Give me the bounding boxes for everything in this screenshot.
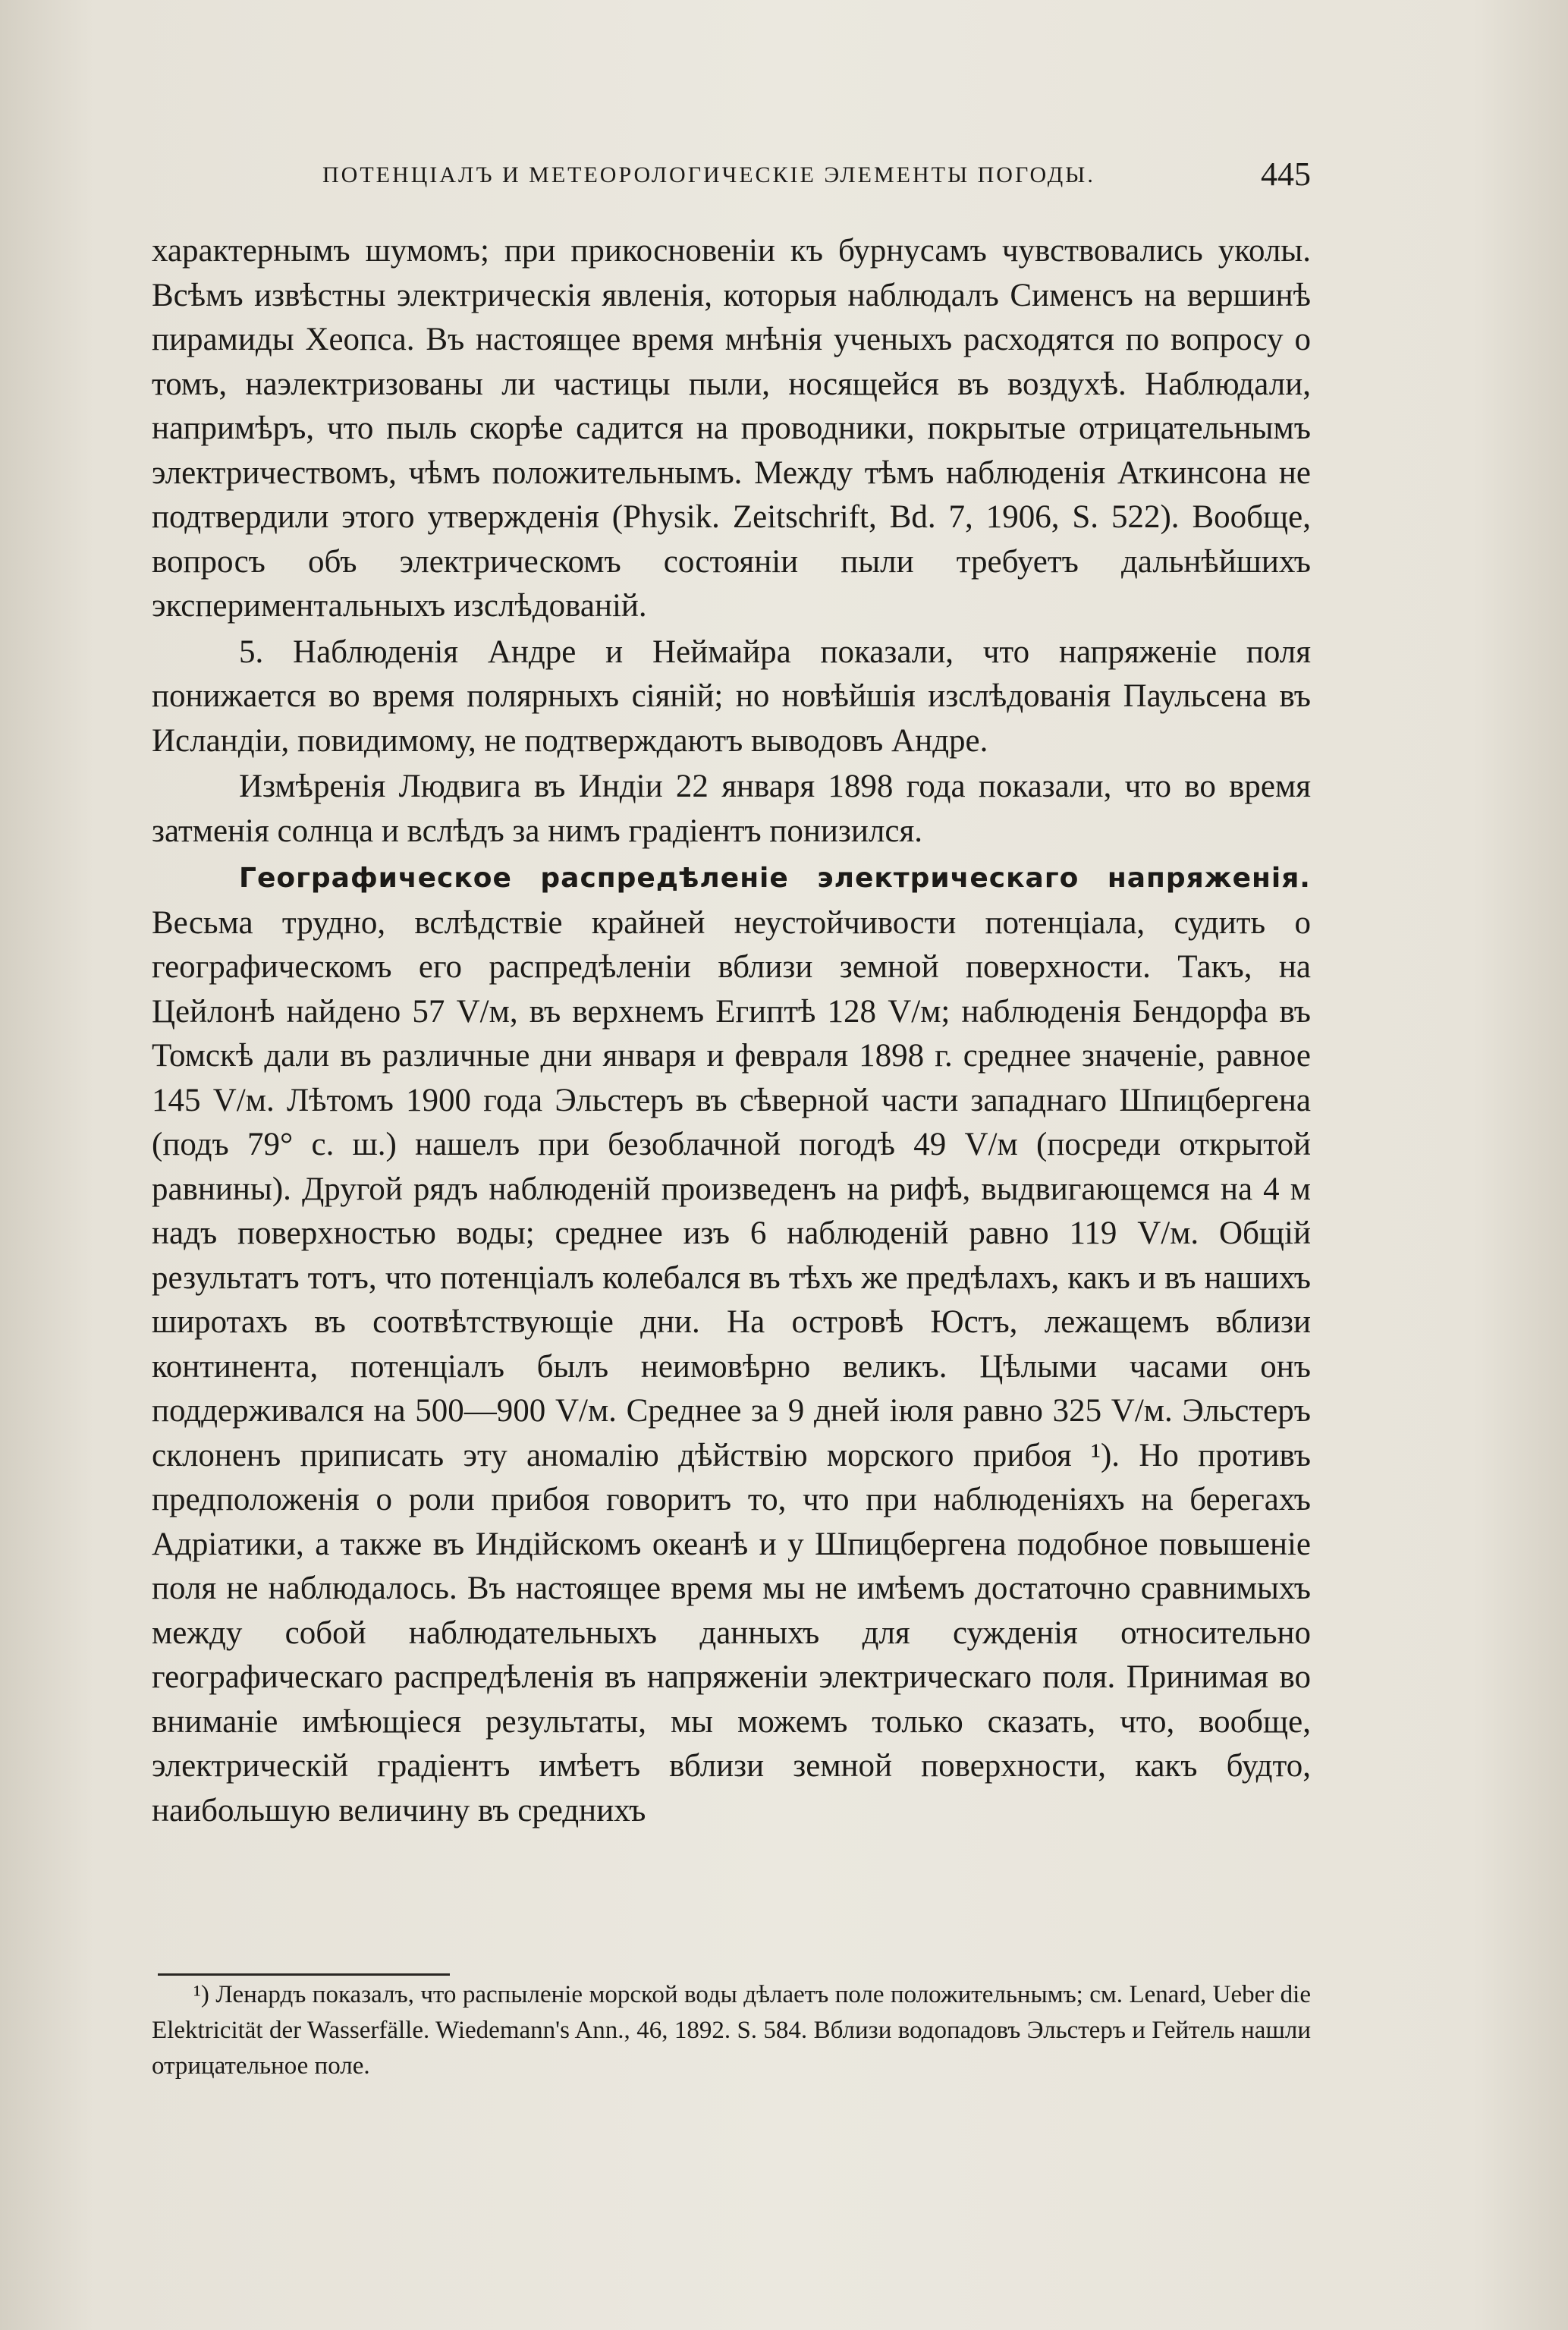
footnote xyxy=(152,1977,1311,2084)
paragraph-aurora: 5. Наблюденія Андре и Неймайра показали, что напряженіе поля понижается во время полярныхъ сіяній; но новѣйшія изслѣдованія Паульсена въ Исландіи, повидимому, не подтверждаютъ выводовъ Андре. xyxy=(152,634,1311,759)
footnote-divider xyxy=(158,1973,450,1976)
running-title: ПОТЕНЦІАЛЪ И МЕТЕОРОЛОГИЧЕСКІЕ ЭЛЕМЕНТЫ ПОГОДЫ. xyxy=(322,162,1095,187)
paragraph-dust: характернымъ шумомъ; при прикосновеніи къ бурнусамъ чувствовались уколы. Всѣмъ извѣстны электрическія явленія, которыя наблюдалъ Сименсъ на вершинѣ пирамиды Хеопса. Въ настоящее время мнѣнія ученыхъ расходятся по вопросу о томъ, наэлектризованы ли частицы пыли, носящейся въ воздухѣ. Наблюдали, напримѣръ, что пыль скорѣе садится на проводники, покрытые отрицательнымъ электричествомъ, чѣмъ положительнымъ. Между тѣмъ наблюденія Аткинсона не подтвердили этого утвержденія (Physik. Zeitschrift, Bd. 7, 1906, S. 522). Вообще, вопросъ объ электрическомъ состояніи пыли требуетъ дальнѣйшихъ экспериментальныхъ изслѣдованій. xyxy=(152,233,1311,624)
paragraph-eclipse: Измѣренія Людвига въ Индіи 22 января 1898 года показали, что во время затменія солнца и вслѣдъ за нимъ градіентъ понизился. xyxy=(152,769,1311,849)
page-header xyxy=(152,155,1311,200)
footnote-text: ¹) Ленардъ показалъ, что распыленіе морской воды дѣлаетъ поле положительнымъ; см. Lenard, Ueber die Elektricität der Wasserfälle. Wiedemann's Ann., 46, 1892. S. 584. Вблизи водопадовъ Эльстеръ и Гейтель нашли отрицательное поле. xyxy=(152,1981,1311,2080)
paragraph-geography xyxy=(152,855,1311,1833)
page-number: 445 xyxy=(1261,156,1311,193)
main-text xyxy=(152,229,1311,1833)
paragraph-geography-text: Весьма трудно, вслѣдствіе крайней неустойчивости потенціала, судить о географическомъ его распредѣленіи вблизи земной поверхности. Такъ, на Цейлонѣ найдено 57 V/м, въ верхнемъ Египтѣ 128 V/м; наблюденія Бендорфа въ Томскѣ дали въ различные дни января и февраля 1898 г. среднее значеніе, равное 145 V/м. Лѣтомъ 1900 года Эльстеръ въ сѣверной части западнаго Шпицбергена (подъ 79° с. ш.) нашелъ при безоблачной погодѣ 49 V/м (посреди открытой равнины). Другой рядъ наблюденій произведенъ на рифѣ, выдвигающемся на 4 м надъ поверхностью воды; среднее изъ 6 наблюденій равно 119 V/м. Общій результатъ тотъ, что потенціалъ колебался въ тѣхъ же предѣлахъ, какъ и въ нашихъ широтахъ въ соотвѣтствующіе дни. На островѣ Юстъ, лежащемъ вблизи континента, потенціалъ былъ неимовѣрно великъ. Цѣлыми часами онъ поддерживался на 500—900 V/м. Среднее за 9 дней іюля равно 325 V/м. Эльстеръ склоненъ приписать эту аномалію дѣйствію морского прибоя ¹). Но противъ предположенія о роли прибоя говоритъ то, что при наблюденіяхъ на берегахъ Адріатики, а также въ Индійскомъ океанѣ и у Шпицбергена подобное повышеніе поля не наблюдалось. Въ настоящее время мы не имѣемъ достаточно сравнимыхъ между собой наблюдательныхъ данныхъ для сужденія относительно географическаго распредѣленія въ напряженіи электрическаго поля. Принимая во вниманіе имѣющіеся результаты, мы можемъ только сказать, что, вообще, электрическій градіентъ имѣетъ вблизи земной поверхности, какъ будто, наибольшую величину въ среднихъ xyxy=(152,904,1311,1828)
section-heading: Географическое распредѣленіе электрическаго напряженія. xyxy=(239,863,1311,894)
